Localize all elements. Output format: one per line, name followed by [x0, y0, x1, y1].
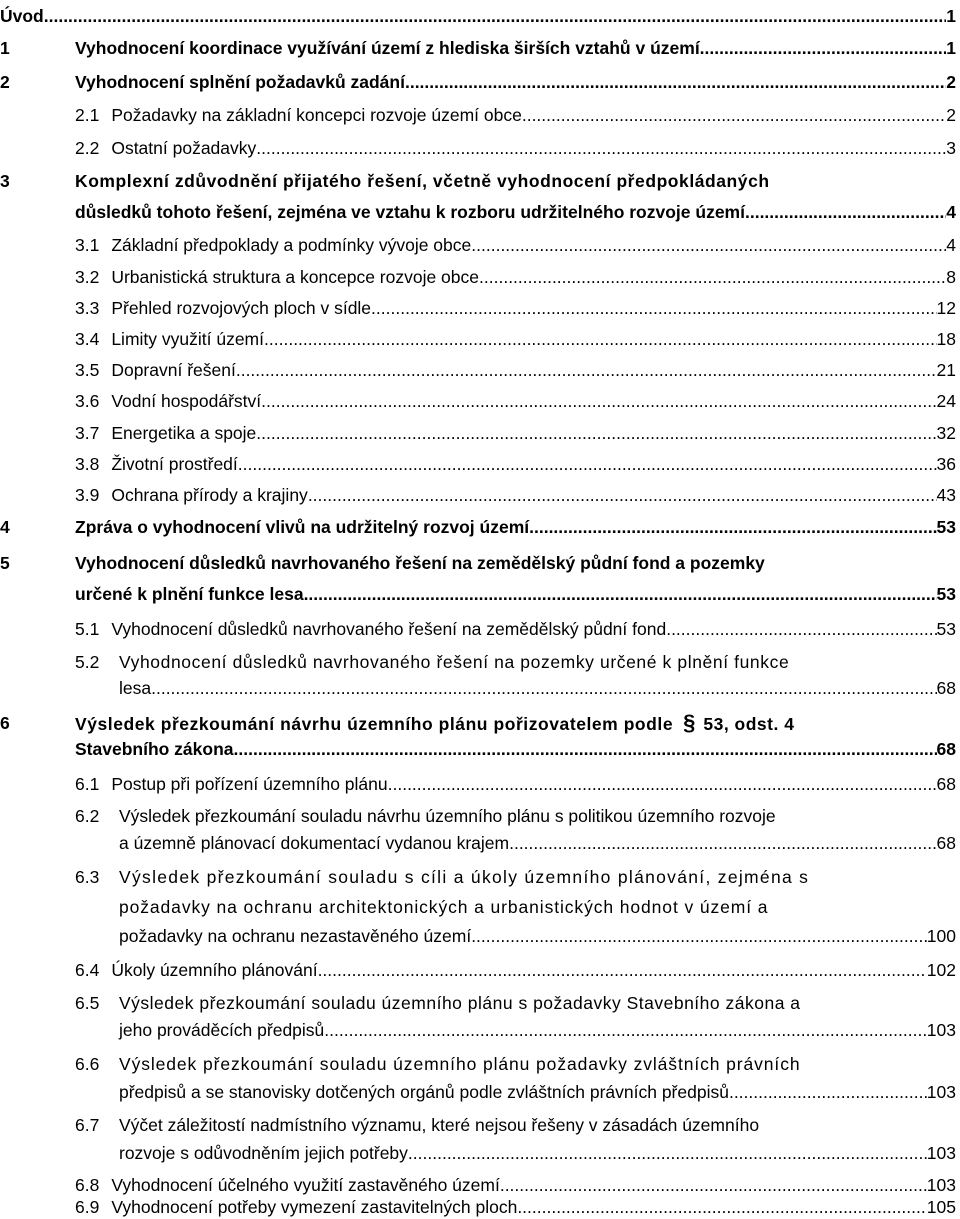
leader-dots	[500, 1174, 927, 1196]
toc-title: Životní prostředí	[111, 454, 238, 474]
toc-number: 6.5	[75, 993, 100, 1013]
toc-title-line1: Výsledek přezkoumání návrhu územního plánu pořizovatelem podle	[75, 714, 674, 734]
toc-number: 2.1	[75, 105, 100, 125]
toc-title-line2: důsledků tohoto řešení, zejména ve vztahu k rozboru udržitelného rozvoje území	[75, 202, 745, 222]
toc-page: 102	[926, 960, 956, 980]
toc-page: 4	[946, 202, 956, 222]
toc-title-line1: Výsledek přezkoumání souladu územního plánu s požadavky Stavebního zákona a	[119, 993, 801, 1013]
toc-page: 53	[936, 584, 956, 604]
toc-title-line1: Vyhodnocení důsledků navrhovaného řešení na zemědělský půdní fond a pozemky	[75, 553, 765, 573]
toc-title: Vyhodnocení účelného využití zastavěného území	[111, 1175, 500, 1195]
toc-page: 68	[936, 774, 956, 794]
leader-dots	[308, 484, 937, 506]
leader-dots	[44, 5, 947, 27]
toc-number: 2	[0, 72, 10, 92]
leader-dots	[410, 71, 946, 93]
toc-number: 2.2	[75, 138, 100, 158]
toc-number: 3.9	[75, 485, 100, 505]
leader-dots	[324, 1019, 927, 1041]
toc-number: 6.4	[75, 960, 100, 980]
toc-number: 3.1	[75, 235, 100, 255]
toc-number: 3.5	[75, 360, 100, 380]
leader-dots	[745, 201, 946, 223]
leader-dots	[304, 583, 937, 605]
leader-dots	[256, 422, 936, 444]
leader-dots	[705, 37, 947, 59]
toc-page: 21	[936, 360, 956, 380]
toc-number: 3.4	[75, 329, 100, 349]
leader-dots	[238, 453, 937, 475]
toc-title: Úkoly územního plánování	[111, 960, 318, 980]
toc-page: 24	[936, 391, 956, 411]
toc-title: Energetika a spoje	[111, 423, 257, 443]
toc-number: 6.7	[75, 1115, 100, 1135]
toc-title: Vyhodnocení koordinace využívání území z hlediska širších vztahů v území.	[75, 38, 705, 58]
toc-title-line1: Vyhodnocení důsledků navrhovaného řešení na pozemky určené k plnění funkce	[119, 652, 790, 672]
toc-page: 3	[946, 138, 956, 158]
toc-title: Zpráva o vyhodnocení vlivů na udržitelný rozvoj území	[75, 517, 530, 537]
toc-title: Limity využití území	[111, 329, 265, 349]
toc-title: Ostatní požadavky	[111, 138, 257, 158]
leader-dots	[151, 677, 936, 699]
toc-number: 3.6	[75, 391, 100, 411]
toc-page: 4	[946, 235, 956, 255]
toc-page: 2	[946, 105, 956, 125]
leader-dots	[509, 832, 936, 854]
toc-page: 100	[926, 926, 956, 946]
leader-dots	[236, 359, 937, 381]
leader-dots	[529, 516, 936, 538]
toc-title: Vodní hospodářství	[111, 391, 262, 411]
leader-dots	[729, 1081, 927, 1103]
leader-dots	[318, 959, 927, 981]
toc-title-line1: Výčet záležitostí nadmístního významu, které nejsou řešeny v zásadách územního	[119, 1115, 760, 1135]
toc-title: Základní předpoklady a podmínky vývoje obce	[111, 235, 472, 255]
toc-number: 4	[0, 517, 10, 537]
leader-dots	[371, 297, 936, 319]
toc-number: 6	[0, 713, 10, 733]
toc-title-line2: Stavebního zákona	[75, 739, 234, 759]
toc-number: 3.2	[75, 267, 100, 287]
toc-title: Vyhodnocení potřeby vymezení zastavitelných ploch	[111, 1197, 518, 1217]
toc-number: 5.2	[75, 652, 100, 672]
toc-title-line2: lesa	[119, 678, 152, 698]
leader-dots	[388, 773, 937, 795]
toc-page: 103	[926, 1143, 956, 1163]
leader-dots	[408, 1142, 927, 1164]
toc-title-line2: rozvoje s odůvodněním jejich potřeby	[119, 1143, 408, 1163]
toc-page: 105	[926, 1197, 956, 1217]
toc-title: Vyhodnocení důsledků navrhovaného řešení na zemědělský půdní fond	[111, 619, 667, 639]
toc-number: 6.1	[75, 774, 100, 794]
leader-dots	[264, 328, 937, 350]
toc-title: Úvod	[0, 6, 44, 26]
leader-dots	[471, 925, 927, 947]
toc-page: 68	[936, 678, 956, 698]
toc-title: Požadavky na základní koncepci rozvoje území obce	[111, 105, 522, 125]
toc-title: Dopravní řešení	[111, 360, 236, 380]
toc-title-line2: jeho prováděcích předpisů	[119, 1020, 325, 1040]
toc-title-line2: požadavky na ochranu architektonických a urbanistických hodnot v území a	[119, 897, 769, 917]
toc-page: 68	[936, 739, 956, 759]
toc-number: 1	[0, 38, 10, 58]
toc-number: 6.3	[75, 867, 100, 887]
toc-number: 6.8	[75, 1175, 100, 1195]
toc-page: 32	[936, 423, 956, 443]
leader-dots	[666, 618, 936, 640]
toc-title-line1: Výsledek přezkoumání souladu s cíli a úkoly územního plánování, zejména s	[119, 867, 810, 887]
toc-title: Vyhodnocení splnění požadavků zadání.	[75, 72, 410, 92]
toc-title: Postup při pořízení územního plánu	[111, 774, 388, 794]
toc-title-line2: určené k plnění funkce lesa	[75, 584, 304, 604]
toc-number: 6.2	[75, 806, 100, 826]
toc-number: 5.1	[75, 619, 100, 639]
toc-page: 12	[936, 298, 956, 318]
toc-page: 103	[926, 1020, 956, 1040]
toc-page: 53	[936, 517, 956, 537]
toc-page: 1	[946, 6, 956, 26]
toc-title-line1-end: 53, odst. 4	[703, 714, 795, 734]
toc-page: 1	[946, 38, 956, 58]
toc-title: Ochrana přírody a krajiny	[111, 485, 308, 505]
leader-dots	[479, 266, 946, 288]
leader-dots	[522, 104, 946, 126]
toc-title-line2: a územně plánovací dokumentací vydanou krajem	[119, 833, 510, 853]
toc-title-line1: Výsledek přezkoumání souladu územního plánu požadavky zvláštních právních	[119, 1054, 801, 1074]
leader-dots	[471, 234, 946, 256]
toc-number: 5	[0, 553, 10, 573]
toc-number: 3.8	[75, 454, 100, 474]
section-sign: §	[683, 710, 696, 735]
toc-number: 3	[0, 171, 10, 191]
toc-page: 8	[946, 267, 956, 287]
toc-number: 3.7	[75, 423, 100, 443]
toc-title: Přehled rozvojových ploch v sídle	[111, 298, 372, 318]
toc-number: 6.6	[75, 1054, 100, 1074]
leader-dots	[234, 738, 937, 760]
toc-title-line1: Komplexní zdůvodnění přijatého řešení, včetně vyhodnocení předpokládaných	[75, 171, 770, 191]
toc-page: 2	[946, 72, 956, 92]
toc-page: 43	[936, 485, 956, 505]
toc-page: 36	[936, 454, 956, 474]
toc-page: 18	[936, 329, 956, 349]
leader-dots	[256, 137, 946, 159]
toc-title-line3: požadavky na ochranu nezastavěného území	[119, 926, 472, 946]
toc-page: 103	[926, 1175, 956, 1195]
toc-title-line2: předpisů a se stanovisky dotčených orgánů podle zvláštních právních předpisů	[119, 1082, 729, 1102]
toc-page: 68	[936, 833, 956, 853]
toc-number: 6.9	[75, 1197, 100, 1217]
toc-page: 53	[936, 619, 956, 639]
toc-title-line1: Výsledek přezkoumání souladu návrhu územního plánu s politikou územního rozvoje	[119, 806, 776, 826]
toc-page: 103	[926, 1082, 956, 1102]
leader-dots	[261, 390, 936, 412]
toc-number: 3.3	[75, 298, 100, 318]
leader-dots	[517, 1196, 926, 1218]
toc-title: Urbanistická struktura a koncepce rozvoje obce	[111, 267, 480, 287]
